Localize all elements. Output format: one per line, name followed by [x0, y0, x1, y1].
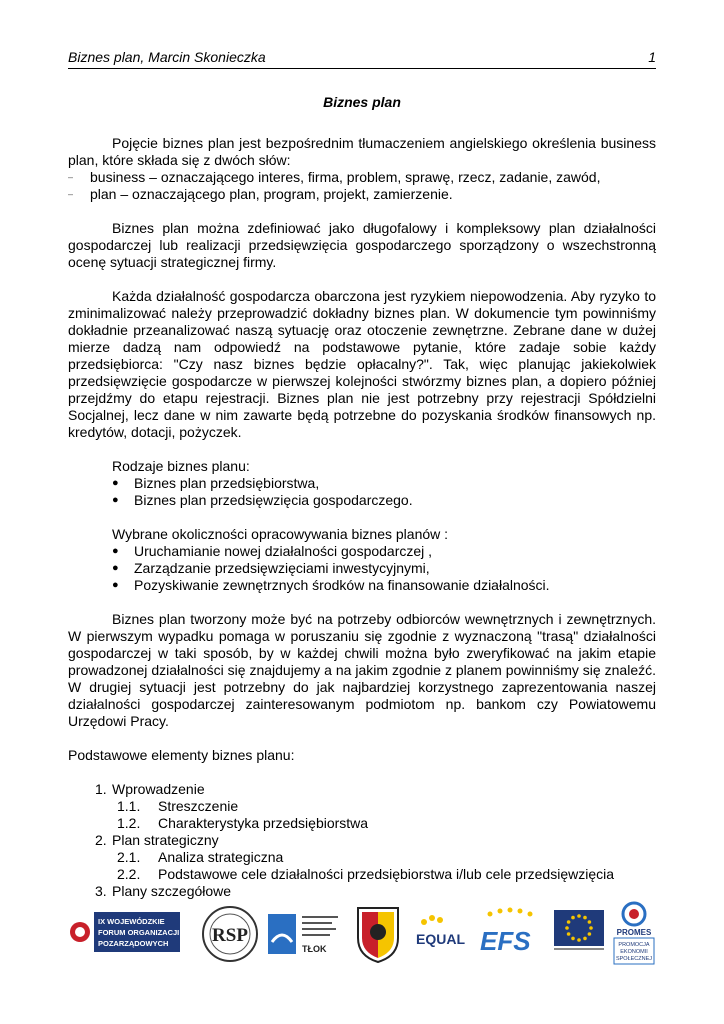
page-header — [68, 48, 656, 69]
outline-subitem: 2.1. Analiza strategiczna — [117, 849, 284, 865]
outline-subitem: 1.2. Charakterystyka przedsiębiorstwa — [117, 815, 369, 831]
circumstances-list — [112, 543, 656, 594]
list-item: ● Biznes plan przedsięwzięcia gospodarczego. — [112, 492, 656, 509]
promes-logo-subtext: PROMOCJA — [618, 942, 650, 948]
forum-logo-line: POZARZĄDOWYCH — [98, 939, 169, 948]
intro-paragraph: Pojęcie biznes plan jest bezpośrednim tłumaczeniem angielskiego określenia business plan, które składa się z dwóch słów: — [68, 135, 656, 168]
list-item: – business – oznaczającego interes, firma, problem, sprawę, rzecz, zadanie, zawód, — [68, 169, 656, 186]
document-title: Biznes plan — [323, 94, 401, 110]
elements-heading: Podstawowe elementy biznes planu: — [68, 747, 295, 763]
intro-list — [68, 169, 656, 203]
forum-logo — [68, 908, 182, 956]
promes-logo — [610, 900, 658, 966]
equal-logo — [414, 912, 470, 952]
page-number: 1 — [648, 49, 656, 65]
types-list — [112, 475, 656, 509]
list-item: ● Pozyskiwanie zewnętrznych środków na finansowanie działalności. — [112, 577, 656, 594]
outline-item: 1. Wprowadzenie — [95, 781, 205, 797]
list-item: – plan – oznaczającego plan, program, projekt, zamierzenie. — [68, 186, 656, 203]
tlok-logo — [266, 908, 342, 960]
promes-logo-subtext: SPOŁECZNEJ — [615, 956, 653, 962]
outline-subitem: 1.1. Streszczenie — [117, 798, 239, 814]
elements-list — [68, 781, 656, 900]
list-item: ● Zarządzanie przedsięwzięciami inwestycyjnymi, — [112, 560, 656, 577]
header-title: Biznes plan, Marcin Skonieczka — [68, 49, 266, 65]
list-item: ● Uruchamianie nowej działalności gospodarczej , — [112, 543, 656, 560]
list-item: ● Biznes plan przedsiębiorstwa, — [112, 475, 656, 492]
svg-text:RSP: RSP — [212, 925, 248, 946]
efs-logo — [476, 906, 548, 958]
promes-logo-text: PROMES — [616, 928, 652, 937]
outline-item: 3. Plany szczegółowe — [95, 883, 232, 899]
definition-paragraph: Biznes plan można zdefiniować jako długofalowy i kompleksowy plan działalności gospodarczej lub realizacji przedsięwzięcia gospodarczego sporządzony o wszechstronną ocenę sytuacji strategicznej firmy. — [68, 220, 656, 270]
risk-paragraph: Każda działalność gospodarcza obarczona jest ryzykiem niepowodzenia. Aby ryzyko to zminimalizować należy przeprowadzić dokładny biznes plan. W dokumencie tym powinniśmy dokładnie przeanalizować naszą sytuację oraz otoczenie zewnętrzne. Zebrane dane w dużej mierze dadzą nam odpowiedź na podstawowe pytanie, które zadaje sobie każdy przedsiębiorca: "Czy nasz biznes będzie opłacalny?". Tak, więc planując jakiekolwiek przedsięwzięcie gospodarcze w pierwszej kolejności stwórzmy biznes plan, a dopiero później przejdźmy do etapu rejestracji. Biznes plan nie jest potrzebny przy rejestracji Spółdzielni Socjalnej, lecz dane w nim zawarte będą potrzebne do pozyskania środków finansowych np. kredytów, dotacji, pożyczek. — [68, 288, 656, 440]
promes-logo-subtext: EKONOMII — [620, 949, 648, 955]
sponsor-logos — [68, 900, 658, 968]
forum-logo-line: FORUM ORGANIZACJI — [98, 928, 180, 937]
recipients-paragraph: Biznes plan tworzony może być na potrzeby odbiorców wewnętrznych i zewnętrznych. W pierwszym wypadku pomaga w poruszaniu się zgodnie z wyznaczoną "trasą" działalności gospodarczej w taki sposób, by w każdej chwili można było zweryfikować na jakim etapie prowadzonej działalności się znajdujemy a na jakim zgodnie z planem powinniśmy się znaleźć. W drugiej sytuacji jest potrzebny do jak najbardziej korzystnego zaprezentowania naszej działalności gospodarczej zainteresowanym podmiotom np. bankom czy Powiatowemu Urzędowi Pracy. — [68, 611, 656, 729]
circumstances-heading: Wybrane okoliczności opracowywania biznes planów : — [112, 526, 449, 542]
outline-item: 2. Plan strategiczny — [95, 832, 219, 848]
outline-subitem: 2.2. Podstawowe cele działalności przedsiębiorstwa i/lub cele przedsięwzięcia — [117, 866, 615, 882]
eu-flag-logo — [554, 910, 604, 954]
coat-of-arms-logo — [354, 904, 402, 964]
types-section — [68, 458, 656, 509]
efs-logo-text: EFS — [480, 926, 531, 956]
tlok-logo-text: TŁOK — [302, 944, 327, 954]
document-body — [68, 94, 656, 900]
forum-logo-line: IX WOJEWÓDZKIE — [98, 917, 165, 926]
circumstances-section — [68, 526, 656, 594]
equal-logo-text: EQUAL — [416, 931, 465, 947]
types-heading: Rodzaje biznes planu: — [112, 458, 250, 474]
rsp-seal-logo — [198, 904, 262, 964]
